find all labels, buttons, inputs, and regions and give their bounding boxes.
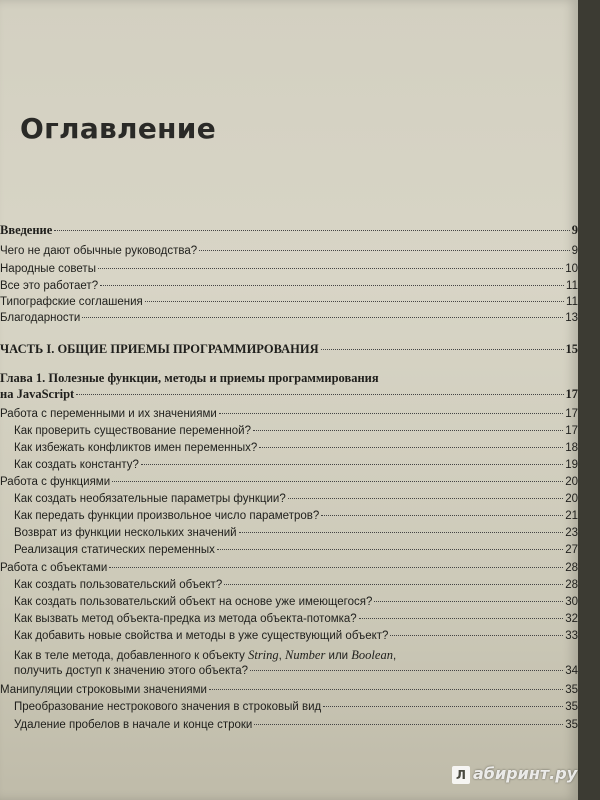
- toc-entry: Работа с переменными и их значениями 17: [0, 408, 578, 420]
- toc-entry: Как создать пользовательский объект? 28: [14, 579, 578, 591]
- toc-entry: Как добавить новые свойства и методы в уже существующий объект? 33: [14, 630, 578, 642]
- toc-entry: Преобразование нестрокового значения в строковый вид 35: [14, 701, 578, 713]
- toc-entry: Народные советы 10: [0, 263, 578, 275]
- toc-entry: Возврат из функции нескольких значений 23: [14, 527, 578, 539]
- toc-entry: Как создать пользовательский объект на основе уже имеющегося? 30: [14, 596, 578, 608]
- watermark-logo: Л абиринт.ру: [452, 764, 577, 784]
- toc-entry: Как вызвать метод объекта-предка из метода объекта-потомка? 32: [14, 613, 578, 625]
- toc-entry: Все это работает? 11: [0, 280, 578, 292]
- toc-entry: Благодарности 13: [0, 312, 578, 324]
- toc-entry: на JavaScript 17: [0, 387, 578, 401]
- toc-entry: Как создать необязательные параметры функции? 20: [14, 493, 578, 505]
- toc-entry: Манипуляции строковыми значениями 35: [0, 684, 578, 696]
- toc-entry: Чего не дают обычные руководства? 9: [0, 245, 578, 257]
- toc-entry: Удаление пробелов в начале и конце строки 35: [14, 719, 578, 731]
- labirint-logo-icon: Л: [452, 766, 470, 784]
- toc-entry: Введение 9: [0, 223, 578, 237]
- page-title: Оглавление: [20, 112, 217, 145]
- toc-entry-first-line: Глава 1. Полезные функции, методы и приемы программирования: [0, 371, 379, 385]
- toc-entry: Работа с объектами 28: [0, 562, 578, 574]
- toc-entry: Работа с функциями 20: [0, 476, 578, 488]
- toc-entry: Типографские соглашения 11: [0, 296, 578, 308]
- toc-entry: Как передать функции произвольное число параметров? 21: [14, 510, 578, 522]
- toc-entry: Как проверить существование переменной? 17: [14, 425, 578, 437]
- toc-entry: Как создать константу? 19: [14, 459, 578, 471]
- toc-entry: Реализация статических переменных 27: [14, 544, 578, 556]
- toc-entry-first-line: Как в теле метода, добавленного к объекту String, Number или Boolean,: [14, 648, 397, 662]
- toc-entry: ЧАСТЬ I. ОБЩИЕ ПРИЕМЫ ПРОГРАММИРОВАНИЯ 15: [0, 342, 578, 356]
- toc-entry: Как избежать конфликтов имен переменных? 18: [14, 442, 578, 454]
- toc-entry: получить доступ к значению этого объекта? 34: [14, 665, 578, 677]
